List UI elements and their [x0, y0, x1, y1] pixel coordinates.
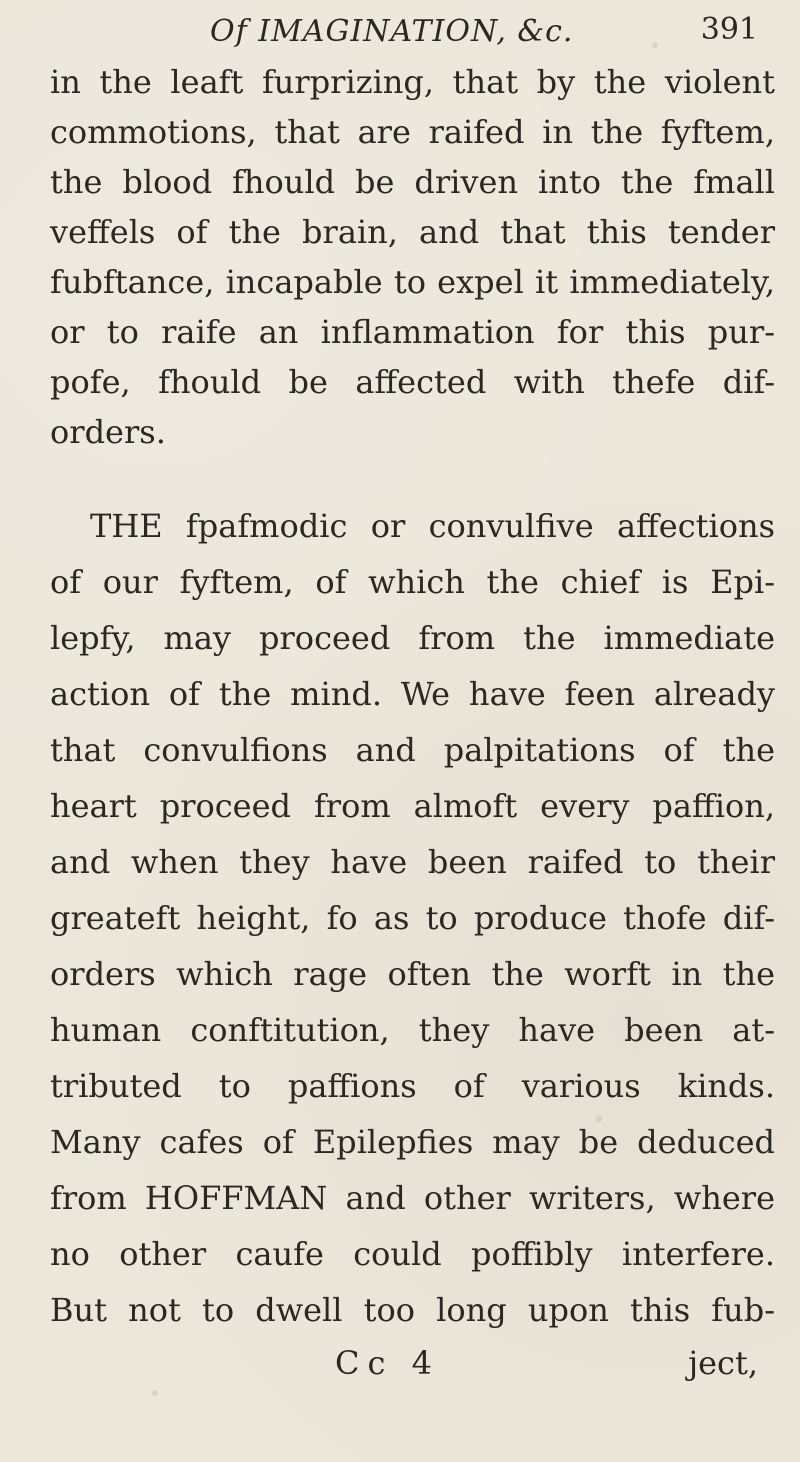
text-line: heart proceed from almoft every paffion, [50, 787, 775, 825]
text-line: But not to dwell too long upon this fub- [50, 1291, 775, 1329]
text-line: from HOFFMAN and other writers, where [50, 1179, 775, 1217]
text-line: pofe, fhould be affected with thefe dif- [50, 363, 775, 401]
text-line: the blood fhould be driven into the fmall [50, 163, 775, 201]
text-line: commotions, that are raifed in the fyftem, [50, 113, 775, 151]
text-line: and when they have been raifed to their [50, 843, 775, 881]
text-line: human conftitution, they have been at- [50, 1011, 775, 1049]
text-line: of our fyftem, of which the chief is Epi- [50, 563, 775, 601]
text-line: greateft height, fo as to produce thofe dif- [50, 899, 775, 937]
text-line: lepfy, may proceed from the immediate [50, 619, 775, 657]
paragraph-2 [40, 507, 775, 1329]
page-number: 391 [700, 12, 758, 47]
paper-speck [596, 1116, 602, 1122]
text-line: fubftance, incapable to expel it immediately, [50, 263, 775, 301]
text-line: no other caufe could poffibly interfere. [50, 1235, 775, 1273]
text-line: Many cafes of Epilepfies may be deduced [50, 1123, 775, 1161]
page-footer [0, 1344, 800, 1404]
paper-speck [652, 42, 658, 48]
signature-mark: Cc 4 [335, 1344, 440, 1382]
text-line: orders which rage often the worft in the [50, 955, 775, 993]
text-line: action of the mind. We have feen already [50, 675, 775, 713]
text-line: that convulfions and palpitations of the [50, 731, 775, 769]
text-line: orders. [50, 413, 166, 451]
body-text [40, 63, 775, 1350]
text-line: THE fpafmodic or convulfive affections [90, 507, 775, 545]
text-line: tributed to paffions of various kinds. [50, 1067, 775, 1105]
text-line: veffels of the brain, and that this tender [50, 213, 775, 251]
catchword: ject, [688, 1344, 758, 1382]
paper-speck [152, 1390, 158, 1396]
text-line: or to raife an inflammation for this pur- [50, 313, 775, 351]
paragraph-1 [40, 63, 775, 451]
running-head: Of IMAGINATION, &c. [210, 14, 574, 49]
text-line: in the leaft furprizing, that by the violent [50, 63, 775, 101]
page-header [0, 10, 800, 58]
